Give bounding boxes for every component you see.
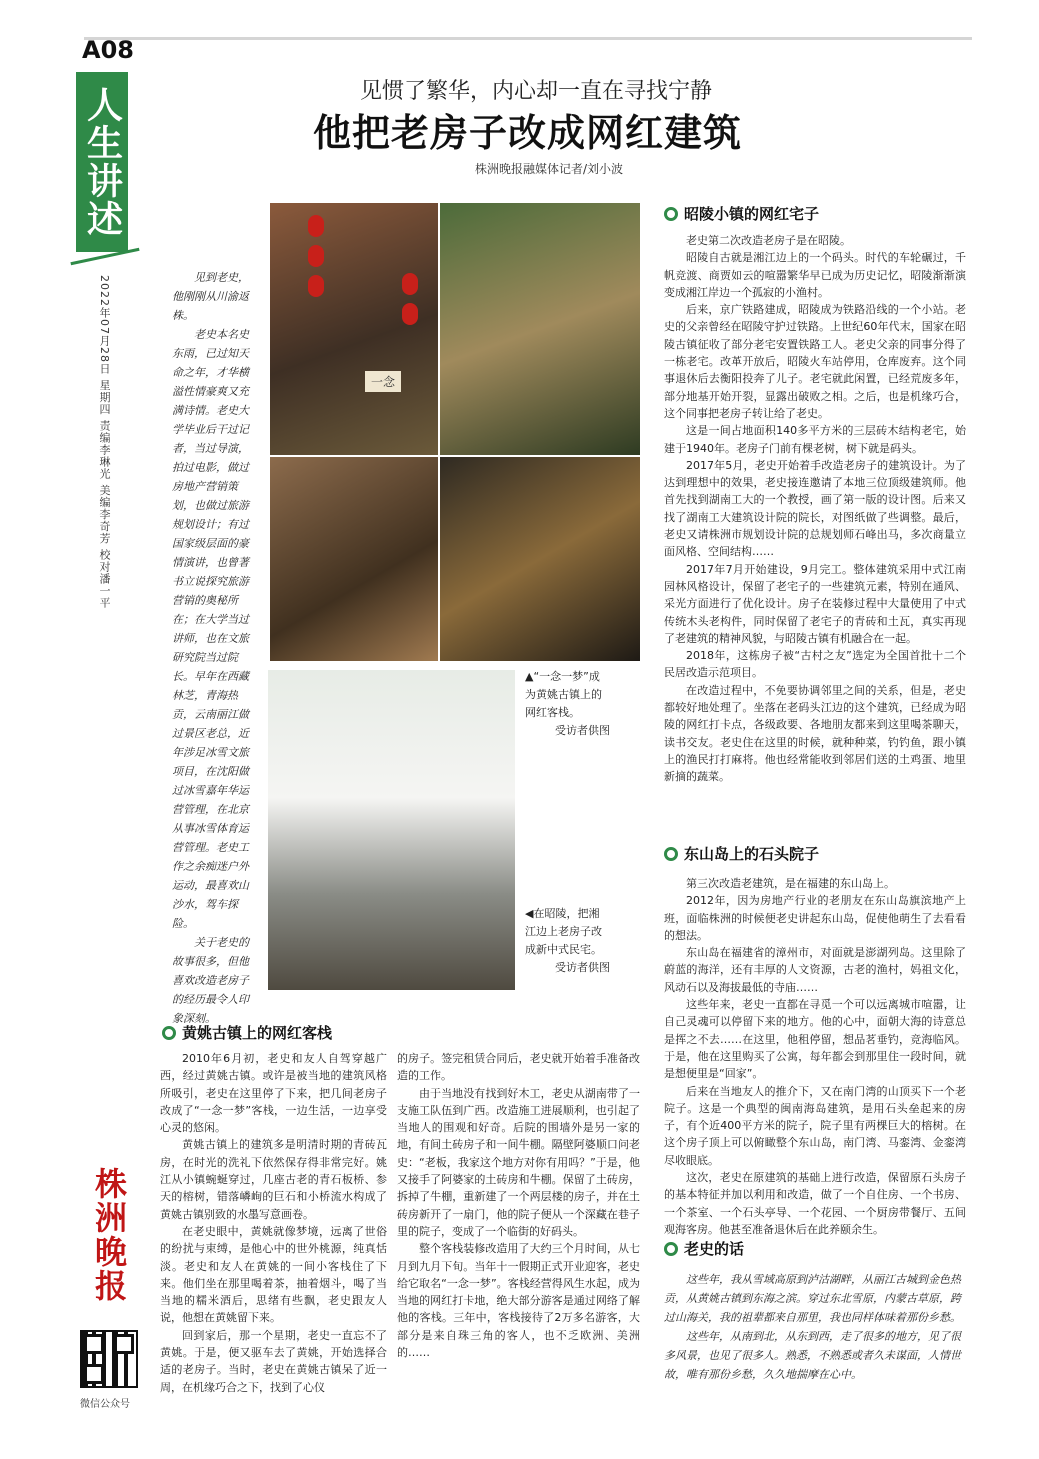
heading-text: 黄姚古镇上的网红客栈 [182,1024,333,1042]
paragraph: 在改造过程中，不免要协调邻里之间的关系，但是，老史都较好地处理了。坐落在老码头江边的这个建筑，已经成为昭陵的网红打卡点，各级政要、各地朋友都来到这里喝茶聊天，读书交友。老史住在这里的时候，就种种菜，钓钓鱼，跟小镇上的渔民打打麻将。他也经常能收到邻居们送的土鸡蛋、地里新摘的蔬菜。 [664,683,966,784]
photo-tea-gathering [440,457,640,661]
paragraph: 后来，京广铁路建成，昭陵成为铁路沿线的一个小站。老史的父亲曾经在昭陵守护过铁路。上世纪60年代末，国家在昭陵古镇征收了部分老宅安置铁路工人。老史父亲的同事分得了一栋老宅。改革开放后，昭陵火车站停用，仓库废弃。这个同事退休后去衡阳投奔了儿子。老宅就此闲置，已经荒废多年，部分地基开始开裂，显露出破败之相。之后，也是机缘巧合，这个同事把老房子转让给了老史。 [664,303,966,420]
photo-caption-1 [525,668,610,740]
section-body-quote [664,1270,966,1385]
sidebar-paragraph: 见到老史，他刚刚从川渝返株。 [172,271,249,322]
caption-credit: 受访者供图 [555,961,610,974]
paragraph: 第三次改造老建筑，是在福建的东山岛上。 [686,877,895,890]
sidebar-paragraph: 关于老史的故事很多，但他喜欢改造老房子的经历最令人印象深刻。 [172,936,249,1025]
caption-text: ▲“一念一梦”成为黄姚古镇上的网红客栈。 [525,670,602,719]
newspaper-logo: 株洲晚报 [90,1167,128,1303]
section-tag: 人生讲述 [76,72,128,252]
section-heading-quote [664,1238,744,1259]
section-heading-dongshan [664,843,819,864]
paragraph: 2012年，因为房地产行业的老朋友在东山岛旗滨地产上班，面临株洲的时候便老史讲起东山岛，促使他萌生了去看看的想法。 [664,894,966,942]
bullet-icon [664,1242,678,1256]
byline: 株洲晚报融媒体记者/刘小波 [475,162,624,176]
paragraph: 的房子。签完租赁合同后，老史就开始着手准备改造的工作。 [397,1052,640,1083]
paragraph: 整个客栈装修改造用了大约三个月时间，从七月到九月下旬。当年十一假期正式开业迎客，老史给它取名“一念一梦”。客栈经营得风生水起，成为当地的网红打卡地，绝大部分游客是通过网络了解他的客栈。三年中，客栈接待了2万多名游客，大部分是来自珠三角的客人，也不乏欧洲、美洲的…… [397,1242,640,1360]
paragraph: 这些年来，老史一直都在寻觅一个可以远离城市喧嚣，让自己灵魂可以停留下来的地方。他的心中，面朝大海的诗意总是挥之不去……在这里，他租停留，想品茗垂钓，竞海临风。于是，他在这里购买了公寓，每年都会到那里住一段时间，就是想便里是“回家”。 [664,998,966,1081]
photo-portrait [270,457,438,661]
paragraph: 这些年，从南到北，从东到西，走了很多的地方，见了很多风景，也见了很多人。熟悉，不熟悉或者久未谋面，人情世故，唯有那份乡愁，久久地揣摩在心中。 [664,1330,961,1381]
paragraph: 由于当地没有找到好木工，老史从湖南带了一支施工队伍到广西。改造施工进展顺利，也引起了当地人的围观和好奇。后院的围墙外是另一家的地，有间土砖房子和一间牛棚。隔壁阿婆顺口问老史：“老板，我家这个地方对你有用吗？”于是，他又接手了阿婆家的土砖房和牛棚。保留了土砖房，拆掉了牛棚，重新建了一个两层楼的房子，并在土砖房新开了一扇门，他的院子便从一个深藏在巷子里的院子，变成了一个临街的好码头。 [397,1086,640,1238]
section-heading-zhaoling [664,203,819,224]
heading-text: 老史的话 [684,1240,745,1258]
paragraph: 2018年，这栋房子被“古村之友”选定为全国首批十二个民居改造示范项目。 [664,649,966,680]
paragraph: 这是一间占地面积140多平方米的三层砖木结构老宅，始建于1940年。老房子门前有棵老树，树下就是码头。 [664,424,966,455]
intro-sidebar [172,268,250,1028]
caption-text: ◀在昭陵，把湘江边上老房子改成新中式民宅。 [525,907,602,956]
sidebar-paragraph: 老史本名史东雨，已过知天命之年，才华横溢性情豪爽又充满诗情。老史大学毕业后干过记者，当过导演，拍过电影，做过房地产营销策划，也做过旅游规划设计；有过国家级层面的豪情演讲，也曾著书立说探究旅游营销的奥秘所在；在大学当过讲师，也在文旅研究院当过院长。早年在西藏林芝，青海热贡，云南丽江做过景区老总，近年涉足冰雪文旅项目，在沈阳做过冰雪嘉年华运营管理，在北京从事冰雪体育运营管理。老史工作之余痴迷户外运动，最喜欢山沙水，驾车探险。 [172,328,249,930]
paragraph: 2017年7月开始建设，9月完工。整体建筑采用中式江南园林风格设计，保留了老宅子的一些建筑元素，特别在通风、采光方面进行了优化设计。房子在装修过程中大量使用了中式传统木头老构件，同时保留了老宅子的青砖和土瓦，真实再现了老建筑的精神风貌，与昭陵古镇有机融合在一起。 [664,562,966,645]
top-rule [84,37,972,40]
paragraph: 2010年6月初，老史和友人自驾穿越广西，经过黄姚古镇。或许是被当地的建筑风格所吸引，老史在这里停了下来，把几间老房子改成了“一念一梦”客栈，一边生活，一边享受心灵的悠闲。 [160,1052,387,1135]
section-body-dongshan [664,875,966,1236]
bullet-icon [664,207,678,221]
dateline: 2022年07月28日 星期四 责编李琳光 美编李奇芳 校对潘一平 [98,275,111,609]
paragraph: 黄姚古镇上的建筑多是明清时期的青砖瓦房，在时光的洗礼下依然保存得非常完好。姚江从小镇蜿蜒穿过，几座古老的青石板桥、参天的榕树，错落嶙峋的巨石和小桥流水构成了黄姚古镇别致的水墨写意画卷。 [160,1138,387,1221]
caption-credit: 受访者供图 [555,724,610,737]
photo-zhaoling-house [268,670,515,990]
qr-code-icon [80,1330,138,1388]
section-body-huangyao-col2 [397,1050,640,1385]
paragraph: 回到家后，那一个星期，老史一直忘不了黄姚。于是，便又驱车去了黄姚，开始选择合适的老房子。当时，老史在黄姚古镇呆了近一周，在机缘巧合之下，找到了心仪 [160,1328,387,1394]
photo-caption-2 [525,905,610,977]
paragraph: 这次，老史在原建筑的基础上进行改造，保留原石头房子的基本特征并加以利用和改造，做了一个自住房、一个书房、一个茶室、一个石头亭导、一个花园、一个厨房带餐厅、五间观海客房。他甚至准备退休后在此养颐余生。 [664,1171,966,1236]
section-body-zhaoling [664,232,966,827]
paragraph: 东山岛在福建省的漳州市，对面就是澎湖列岛。这里除了蔚蓝的海洋，还有丰厚的人文资源，古老的渔村，妈祖文化，风动石以及海拔最低的寺庙…… [664,946,966,994]
paragraph: 老史第二次改造老房子是在昭陵。 [686,234,851,247]
paragraph: 在老史眼中，黄姚就像梦境，远离了世俗的纷扰与束缚，是他心中的世外桃源，纯真恬淡。老史和友人在黄姚的一间小客栈住了下来。他们坐在那里喝着茶，抽着烟斗，喝了当当地的糯米酒后，思绪有些飘，老史跟友人说，他想在黄姚留下来。 [160,1224,387,1325]
section-heading-huangyao [162,1022,332,1043]
bullet-icon [162,1026,176,1040]
section-body-huangyao-col1 [160,1050,387,1394]
paragraph: 昭陵自古就是湘江边上的一个码头。时代的车轮碾过，千帆竞渡、商贾如云的喧嚣繁华早已成为历史记忆，昭陵渐渐演变成湘江岸边一个孤寂的小渔村。 [664,251,966,299]
bullet-icon [664,847,678,861]
article-subtitle: 见惯了繁华，内心却一直在寻找宁静 [360,79,713,104]
page-number: A08 [82,36,134,64]
photo-signposts [440,203,640,455]
heading-text: 东山岛上的石头院子 [684,845,820,863]
paragraph: 这些年，我从雪域高原到泸沽湖畔，从丽江古城到金色热贡，从黄姚古镇到东海之滨。穿过东北雪原，内蒙古草原，跨过山海关，我的祖辈都来自那里，我也同样体味着那份乡愁。 [664,1273,961,1324]
qr-label: 微信公众号 [80,1399,130,1410]
heading-text: 昭陵小镇的网红宅子 [684,205,820,223]
inn-sign: 一念 [365,371,401,392]
article-title: 他把老房子改成网红建筑 [313,111,743,155]
paragraph: 后来在当地友人的推介下，又在南门湾的山顶买下一个老院子。这是一个典型的闽南海岛建筑，是用石头垒起来的房子，有个近400平方米的院子，院子里有两棵巨大的榕树。在这个房子顶上可以俯瞰整个东山岛，南门湾、马銮湾、金銮湾尽收眼底。 [664,1084,966,1167]
photo-inn-courtyard [270,203,438,455]
paragraph: 2017年5月，老史开始着手改造老房子的建筑设计。为了达到理想中的效果，老史接连邀请了本地三位顶级建筑师。他首先找到湖南工大的一个教授，画了第一版的设计图。后来又找了湖南工大建筑设计院的院长，对图纸做了些调整。最后，老史又请株洲市规划设计院的总规划师石峰出马，多次商量立面风格、空间结构…… [664,458,966,559]
